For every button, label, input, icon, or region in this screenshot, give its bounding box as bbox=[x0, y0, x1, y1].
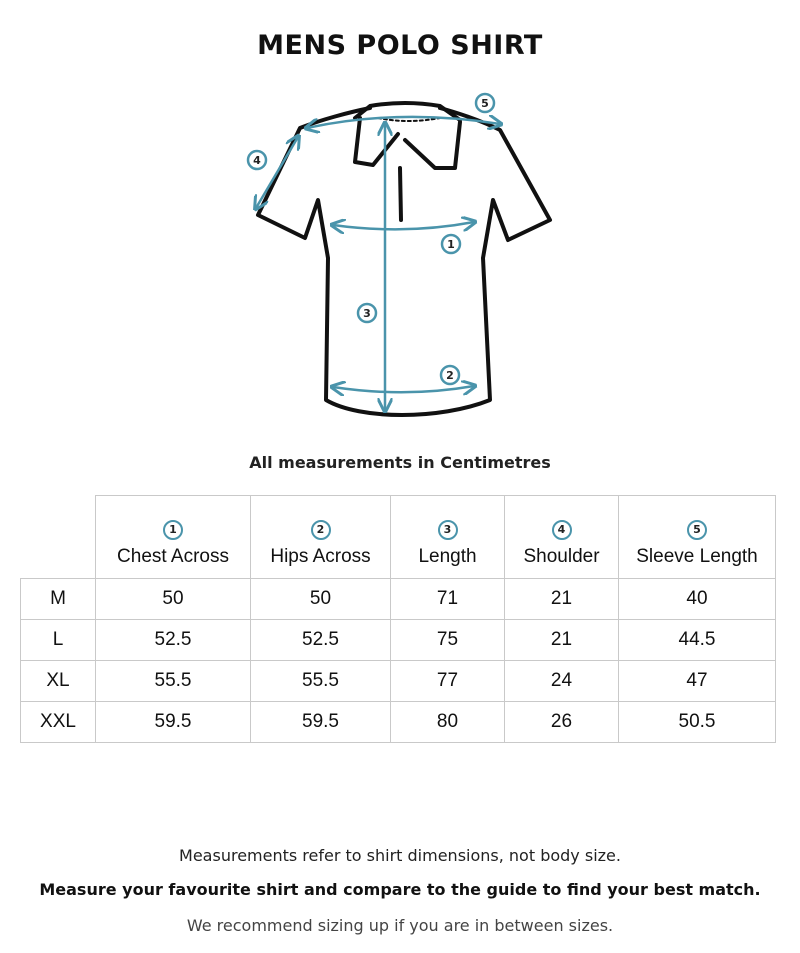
hips-value: 55.5 bbox=[251, 661, 391, 702]
hips-arrow bbox=[333, 386, 474, 392]
shoulder-value: 21 bbox=[505, 620, 619, 661]
table-row bbox=[21, 579, 776, 620]
marker-3 bbox=[358, 304, 376, 322]
svg-text:5: 5 bbox=[481, 97, 489, 110]
chest-value: 59.5 bbox=[96, 702, 251, 743]
column-label: Hips Across bbox=[270, 546, 371, 567]
table-row bbox=[21, 620, 776, 661]
chest-value: 52.5 bbox=[96, 620, 251, 661]
svg-text:4: 4 bbox=[253, 154, 261, 167]
svg-text:3: 3 bbox=[363, 307, 371, 320]
column-label: Chest Across bbox=[117, 546, 229, 567]
shoulder-arrow bbox=[256, 137, 298, 208]
hips-value: 52.5 bbox=[251, 620, 391, 661]
note-measure-favourite: Measure your favourite shirt and compare to the guide to find your best match. bbox=[39, 880, 761, 899]
table-corner-cell bbox=[21, 496, 96, 579]
header-length bbox=[391, 496, 505, 579]
size-label: M bbox=[21, 579, 96, 620]
units-note: All measurements in Centimetres bbox=[249, 453, 551, 472]
header-chest-across bbox=[96, 496, 251, 579]
table-row bbox=[21, 661, 776, 702]
table-header-row bbox=[21, 496, 776, 579]
marker-5 bbox=[476, 94, 494, 112]
header-shoulder bbox=[505, 496, 619, 579]
length-value: 80 bbox=[391, 702, 505, 743]
shoulder-value: 24 bbox=[505, 661, 619, 702]
svg-text:2: 2 bbox=[446, 369, 454, 382]
chest-arrow bbox=[333, 222, 474, 229]
svg-text:1: 1 bbox=[447, 238, 455, 251]
hips-value: 59.5 bbox=[251, 702, 391, 743]
chest-value: 55.5 bbox=[96, 661, 251, 702]
column-label: Sleeve Length bbox=[636, 546, 758, 567]
shirt-outline bbox=[258, 103, 550, 415]
length-value: 75 bbox=[391, 620, 505, 661]
sleeve-value: 44.5 bbox=[619, 620, 776, 661]
marker-4 bbox=[248, 151, 266, 169]
marker-4-badge: 4 bbox=[552, 520, 572, 540]
shoulder-value: 26 bbox=[505, 702, 619, 743]
table-row bbox=[21, 702, 776, 743]
length-value: 71 bbox=[391, 579, 505, 620]
page-title: MENS POLO SHIRT bbox=[257, 30, 543, 61]
size-chart-table bbox=[20, 495, 776, 743]
marker-1-badge: 1 bbox=[163, 520, 183, 540]
note-shirt-dimensions: Measurements refer to shirt dimensions, not body size. bbox=[179, 846, 621, 865]
marker-3-badge: 3 bbox=[438, 520, 458, 540]
size-label: XL bbox=[21, 661, 96, 702]
shoulder-value: 21 bbox=[505, 579, 619, 620]
header-hips-across bbox=[251, 496, 391, 579]
marker-2-badge: 2 bbox=[311, 520, 331, 540]
hips-value: 50 bbox=[251, 579, 391, 620]
polo-shirt-diagram bbox=[230, 78, 570, 438]
chest-value: 50 bbox=[96, 579, 251, 620]
header-sleeve-length bbox=[619, 496, 776, 579]
sleeve-value: 47 bbox=[619, 661, 776, 702]
note-sizing-up: We recommend sizing up if you are in between sizes. bbox=[186, 916, 614, 935]
sleeve-value: 50.5 bbox=[619, 702, 776, 743]
sleeve-value: 40 bbox=[619, 579, 776, 620]
marker-2 bbox=[441, 366, 459, 384]
size-label: L bbox=[21, 620, 96, 661]
marker-1 bbox=[442, 235, 460, 253]
column-label: Length bbox=[418, 546, 477, 567]
length-value: 77 bbox=[391, 661, 505, 702]
size-label: XXL bbox=[21, 702, 96, 743]
column-label: Shoulder bbox=[523, 546, 600, 567]
marker-5-badge: 5 bbox=[687, 520, 707, 540]
